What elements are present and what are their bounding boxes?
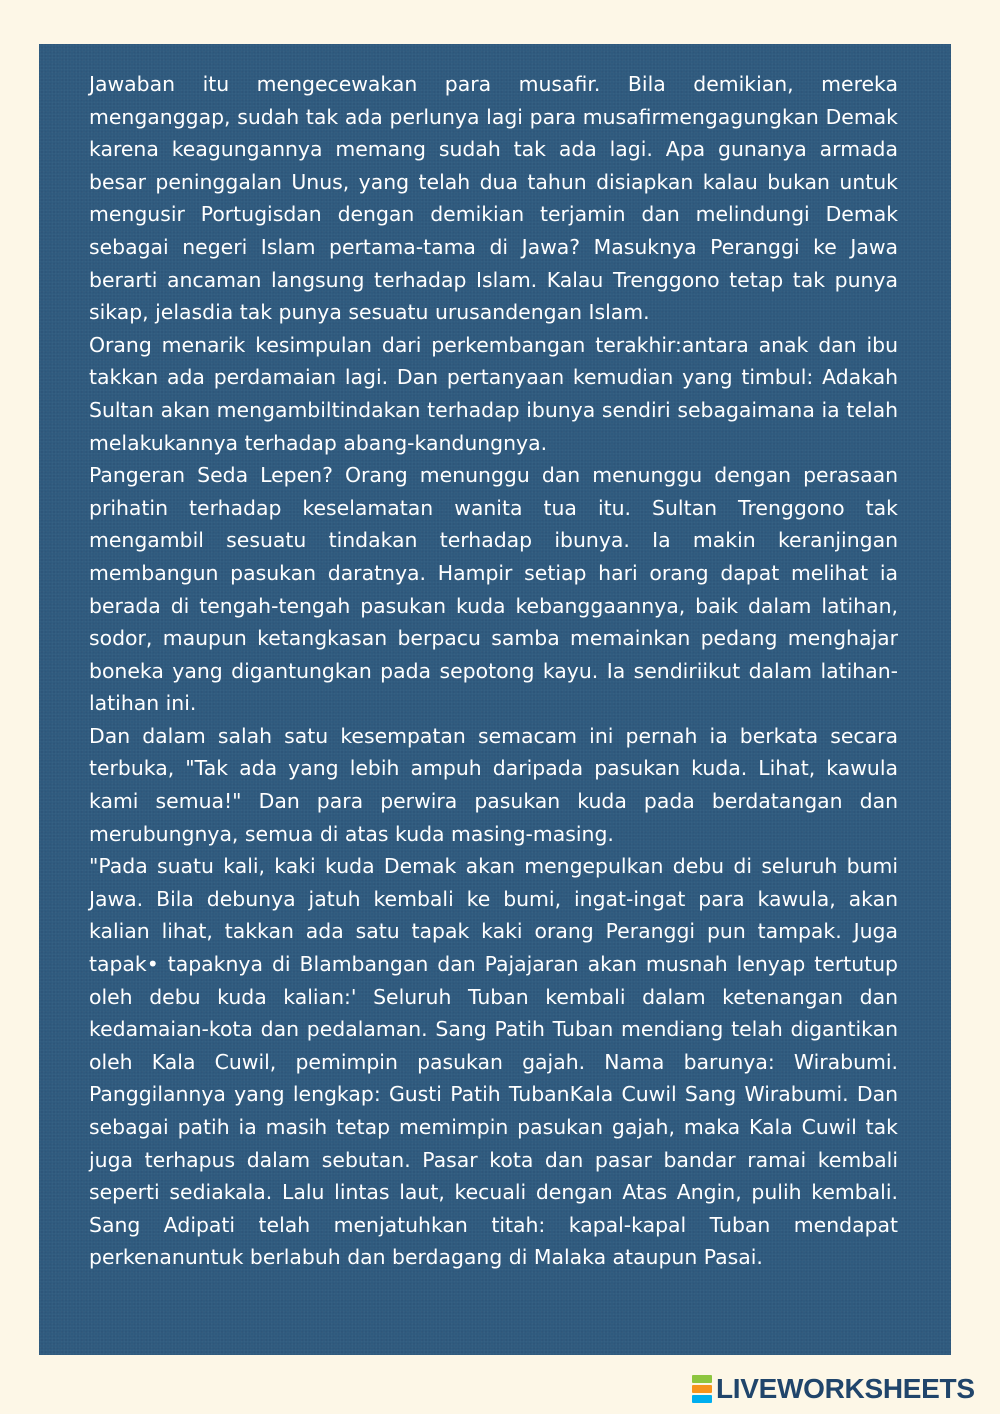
paragraph: Orang menarik kesimpulan dari perkembangan terakhir:antara anak dan ibu takkan ada perdamaian lagi. Dan pertanyaan kemudian yang timbul: Adakah Sultan akan mengambiltindakan terhadap ibunya sendiri sebagaimana ia telah melakukannya terhadap abang-kandungnya. xyxy=(89,332,898,455)
liveworksheets-logo-icon xyxy=(692,1375,712,1403)
paragraph: Jawaban itu mengecewakan para musafir. Bila demikian, mereka menganggap, sudah tak ada perlunya lagi para musafirmengagungkan Demak karena keagungannya memang sudah tak ada lagi. Apa gunanya armada besar peninggalan Unus, yang telah dua tahun disiapkan kalau bukan untuk mengusir Portugisdan dengan demikian terjamin dan melindungi Demak sebagai negeri Islam pertama-tama di Jawa? Masuknya Peranggi ke Jawa berarti ancaman langsung terhadap Islam. Kalau Trenggono tetap tak punya sikap, jelasdia tak punya sesuatu urusandengan Islam. xyxy=(89,72,898,325)
liveworksheets-brand[interactable] xyxy=(692,1372,975,1406)
paragraph: "Pada suatu kali, kaki kuda Demak akan mengepulkan debu di seluruh bumi Jawa. Bila debunya jatuh kembali ke bumi, ingat-ingat para kawula, akan kalian lihat, takkan ada satu tapak kaki orang Peranggi pun tampak. Juga tapak• tapaknya di Blambangan dan Pajajaran akan musnah lenyap tertutup oleh debu kuda kalian:' Seluruh Tuban kembali dalam ketenangan dan kedamaian-kota dan pedalaman. Sang Patih Tuban mendiang telah digantikan oleh Kala Cuwil, pemimpin pasukan gajah. Nama barunya: Wirabumi. Panggilannya yang lengkap: Gusti Patih TubanKala Cuwil Sang Wirabumi. Dan sebagai patih ia masih tetap memimpin pasukan gajah, maka Kala Cuwil tak juga terhapus dalam sebutan. Pasar kota dan pasar bandar ramai kembali seperti sediakala. Lalu lintas laut, kecuali dengan Atas Angin, pulih kembali. Sang Adipati telah menjatuhkan titah: kapal-kapal Tuban mendapat perkenanuntuk berlabuh dan berdagang di Malaka ataupun Pasai. xyxy=(89,854,898,1270)
reading-panel xyxy=(39,44,951,1355)
paragraph: Pangeran Seda Lepen? Orang menunggu dan menunggu dengan perasaan prihatin terhadap keselamatan wanita tua itu. Sultan Trenggono tak mengambil sesuatu tindakan terhadap ibunya. Ia makin keranjingan membangun pasukan daratnya. Hampir setiap hari orang dapat melihat ia berada di tengah-tengah pasukan kuda kebanggaannya, baik dalam latihan, sodor, maupun ketangkasan berpacu samba memainkan pedang menghajar boneka yang digantungkan pada sepotong kayu. Ia sendiriikut dalam latihan-latihan ini. xyxy=(89,463,898,716)
reading-text xyxy=(89,68,898,1274)
brand-name: LIVEWORKSHEETS xyxy=(716,1373,975,1404)
paragraph: Dan dalam salah satu kesempatan semacam ini pernah ia berkata secara terbuka, "Tak ada yang lebih ampuh daripada pasukan kuda. Lihat, kawula kami semua!" Dan para perwira pasukan kuda pada berdatangan dan merubungnya, semua di atas kuda masing-masing. xyxy=(89,723,898,846)
